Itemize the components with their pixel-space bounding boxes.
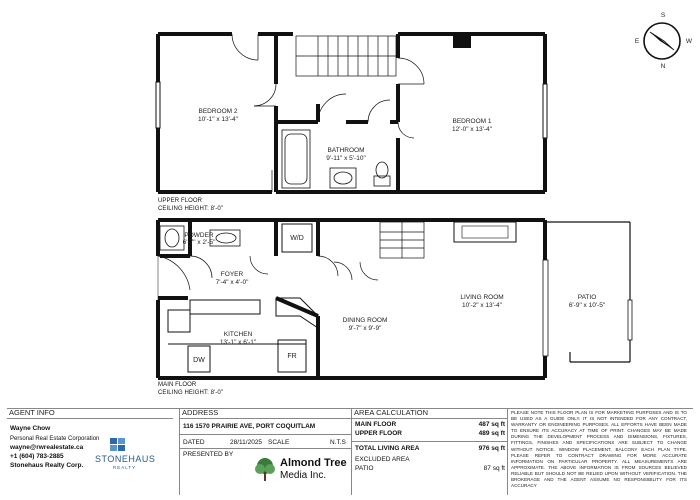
living-dims: 10'-2" x 13'-4": [462, 302, 502, 309]
upper-floor-caption: [158, 197, 223, 213]
stonehaus-logo-sub: REALTY: [113, 465, 137, 470]
info-footer: [7, 408, 693, 495]
main-floor-area-value: 487 sq ft: [478, 421, 505, 428]
agent-email: wayne@rwrealestate.ca: [10, 444, 84, 451]
fr-label: FR: [287, 353, 297, 360]
area-calculation-panel: [351, 408, 508, 495]
compass-w: W: [685, 38, 693, 45]
patio: [543, 222, 630, 362]
dated-value: 28/11/2025: [230, 439, 263, 446]
excluded-area-label: EXCLUDED AREA: [355, 456, 410, 463]
bedroom1-name: BEDROOM 1: [452, 118, 492, 125]
disclaimer-panel: [507, 408, 694, 495]
bathroom-name: BATHROOM: [327, 147, 365, 154]
dw-label: DW: [193, 357, 205, 364]
stonehaus-logo-text: STONEHAUS: [95, 454, 156, 464]
presented-by-label: PRESENTED BY: [183, 451, 234, 458]
compass-e: E: [634, 38, 640, 45]
area-header: AREA CALCULATION: [352, 408, 508, 419]
compass-n: N: [660, 63, 666, 70]
address-header: ADDRESS: [180, 408, 352, 419]
compass-icon: [635, 12, 693, 70]
upper-floor-caption-line1: UPPER FLOOR: [158, 198, 203, 204]
main-floor-caption-line2: CEILING HEIGHT: 8'-0": [158, 390, 224, 396]
upper-floor-area-label: UPPER FLOOR: [355, 430, 402, 437]
wd-label: W/D: [290, 235, 304, 242]
stonehaus-logo-icon: [110, 438, 126, 452]
upper-stairs: [296, 36, 396, 76]
compass-s: S: [660, 12, 666, 19]
agent-name: Wayne Chow: [10, 425, 51, 432]
patio-dims: 6'-9" x 10'-5": [568, 302, 606, 309]
dining-dims: 9'-7" x 9'-9": [348, 325, 382, 332]
upper-floor-caption-line2: CEILING HEIGHT: 8'-0": [158, 206, 224, 212]
agent-info-panel: [7, 408, 173, 495]
bedroom1-dims: 12'-0" x 13'-4": [452, 126, 492, 133]
total-living-area-label: TOTAL LIVING AREA: [355, 445, 420, 452]
agent-phone: +1 (604) 783-2885: [10, 453, 64, 460]
powder-dims: 6'-7" x 2'-5": [182, 239, 216, 246]
agent-title: Personal Real Estate Corporation: [10, 436, 100, 442]
total-living-area-value: 976 sq ft: [478, 445, 505, 452]
scale-label: SCALE: [268, 439, 290, 446]
presenter-name-line2: Media Inc.: [280, 470, 327, 481]
kitchen-dims: 13'-1" x 6'-1": [219, 339, 257, 346]
kitchen-name: KITCHEN: [223, 331, 253, 338]
powder-name: POWDER: [184, 232, 214, 239]
main-floor-caption: [158, 381, 223, 397]
upper-floor-area-value: 489 sq ft: [478, 430, 505, 437]
foyer-name: FOYER: [220, 271, 244, 278]
bathroom-dims: 9'-11" x 5'-10": [326, 155, 366, 162]
scale-value: N.T.S: [330, 439, 346, 446]
main-floor-caption-line1: MAIN FLOOR: [158, 382, 197, 388]
presenter-name-line1: Almond Tree: [280, 457, 347, 469]
patio-area-label: PATIO: [355, 465, 374, 472]
dining-name: DINING ROOM: [342, 317, 388, 324]
disclaimer-text: PLEASE NOTE THIS FLOOR PLAN IS FOR MARKETING PURPOSES AND IS TO BE USED AS A GUIDE ONLY. IT IS NOT INTENDED FOR ANY CONTRACT, WARRANTY OR ENGINEERING PURPOSES. ALL EFFORTS HAVE BEEN MADE TO ENSURE ITS ACCURACY AT TIME OF PRINT. CHANGES MAY BE MADE DURING THE DEVELOPMENT PROCESS AND DIMENSIONS, FIXTURES, FITTINGS, FINISHES AND SPECIFICATIONS ARE SUBJECT TO CHANGE WITHOUT NOTICE. WINDOW PLACEMENT, BALCONY EACH PLAN TYPE. PLEASE REFER TO CONTRACT DRAWING FOR MORE ACCURATE INFORMATION ON PARTICULAR PROPERTY. ALL MEASUREMENTS ARE APPROXIMATE. THE ABOVE INFORMATION IS FROM SOURCES BELIEVED RELIABLE BUT SHOULD NOT BE RELIED UPON WITHOUT VERIFICATION. THE BROKERAGE AND THE AGENT ASSUME NO RESPONSIBILITY FOR ITS ACCURACY: [511, 410, 687, 489]
agent-info-header: AGENT INFO: [7, 408, 173, 419]
main-floor: [158, 220, 632, 378]
bedroom2-name: BEDROOM 2: [198, 108, 238, 115]
almond-tree-logo-icon: [252, 455, 278, 483]
address-panel: [179, 408, 352, 495]
foyer-dims: 7'-4" x 4'-0": [215, 279, 249, 286]
dated-label: DATED: [183, 439, 205, 446]
main-floor-area-label: MAIN FLOOR: [355, 421, 397, 428]
address-value: 116 1570 PRAIRIE AVE, PORT COQUITLAM: [183, 423, 316, 430]
patio-area-value: 87 sq ft: [483, 465, 505, 472]
bedroom2-dims: 10'-1" x 13'-4": [198, 116, 238, 123]
agent-company: Stonehaus Realty Corp.: [10, 462, 84, 469]
patio-name: PATIO: [577, 294, 597, 301]
living-name: LIVING ROOM: [460, 294, 504, 301]
